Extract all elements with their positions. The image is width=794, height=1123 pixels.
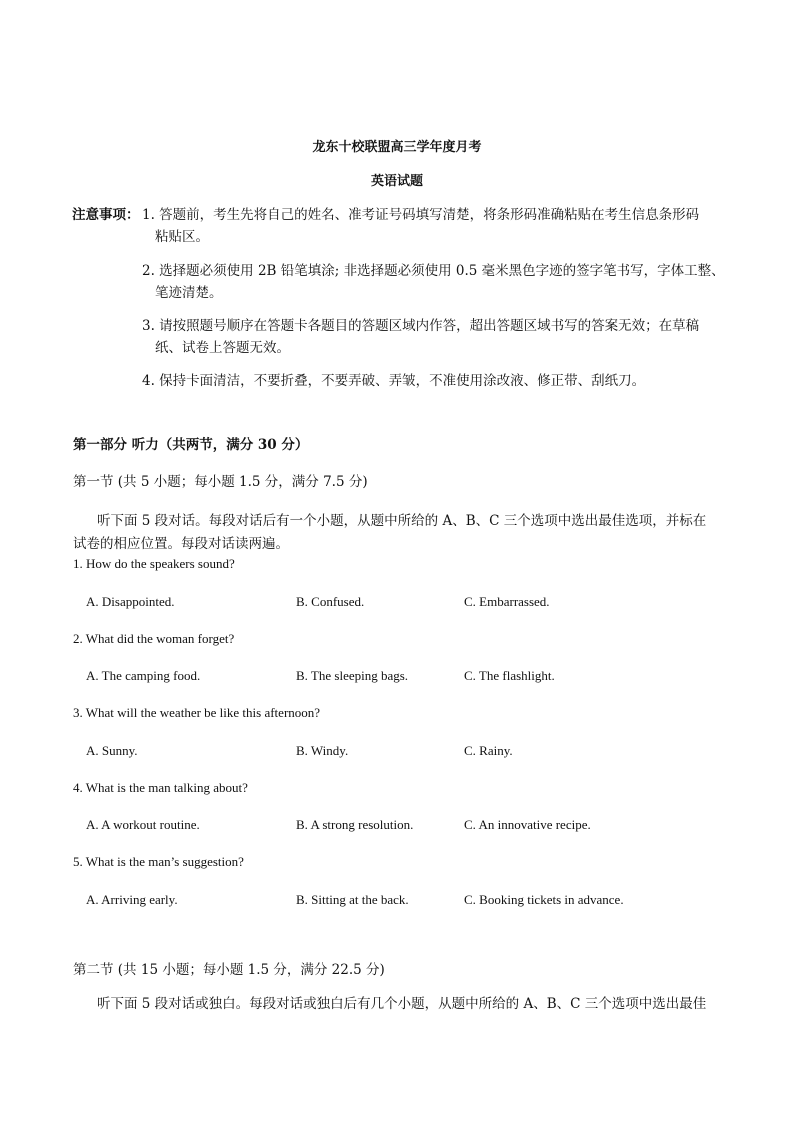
note-item-2-line1: 2. 选择题必须使用 2B 铅笔填涂; 非选择题必须使用 0.5 毫米黑色字迹的签字笔书写，字体工整、 bbox=[142, 263, 725, 279]
question-5-stem: 5. What is the man’s suggestion? bbox=[73, 854, 244, 869]
question-4-stem: 4. What is the man talking about? bbox=[73, 780, 248, 795]
section2-instruction-line1: 听下面 5 段对话或独白。每段对话或独白后有几个小题，从题中所给的 A、B、C 三个选项中选出最佳 bbox=[97, 996, 707, 1012]
part1-heading: 第一部分 听力（共两节，满分 30 分） bbox=[73, 437, 309, 453]
question-2-option-c: C. The flashlight. bbox=[464, 668, 555, 683]
note-item-1-line2: 粘贴区。 bbox=[155, 229, 209, 245]
question-4-option-c: C. An innovative recipe. bbox=[464, 817, 591, 832]
notes-label: 注意事项： bbox=[72, 207, 140, 223]
question-1-option-b: B. Confused. bbox=[296, 594, 365, 609]
section1-instruction-line2: 试卷的相应位置。每段对话读两遍。 bbox=[73, 536, 289, 552]
question-1-option-c: C. Embarrassed. bbox=[464, 594, 550, 609]
question-5-option-a: A. Arriving early. bbox=[86, 892, 178, 907]
question-5-option-b: B. Sitting at the back. bbox=[296, 892, 409, 907]
section1-instruction-line1: 听下面 5 段对话。每段对话后有一个小题，从题中所给的 A、B、C 三个选项中选出最佳选项，并标在 bbox=[97, 513, 707, 529]
exam-title: 龙东十校联盟高三学年度月考 bbox=[312, 140, 482, 155]
question-2-option-b: B. The sleeping bags. bbox=[296, 668, 409, 683]
note-item-3-line2: 纸、试卷上答题无效。 bbox=[155, 340, 290, 356]
question-1-option-a: A. Disappointed. bbox=[86, 594, 175, 609]
question-3-option-c: C. Rainy. bbox=[464, 743, 513, 758]
note-item-1-line1: 1. 答题前，考生先将自己的姓名、准考证号码填写清楚，将条形码准确粘贴在考生信息条形码 bbox=[142, 207, 700, 223]
question-1-stem: 1. How do the speakers sound? bbox=[73, 556, 235, 571]
section1-heading: 第一节 (共 5 小题；每小题 1.5 分，满分 7.5 分) bbox=[73, 474, 368, 490]
question-4-option-b: B. A strong resolution. bbox=[296, 817, 414, 832]
question-3-option-a: A. Sunny. bbox=[86, 743, 138, 758]
question-5-option-c: C. Booking tickets in advance. bbox=[464, 892, 624, 907]
question-3-option-b: B. Windy. bbox=[296, 743, 349, 758]
question-2-stem: 2. What did the woman forget? bbox=[73, 631, 235, 646]
question-3-stem: 3. What will the weather be like this afternoon? bbox=[73, 705, 321, 720]
exam-subtitle: 英语试题 bbox=[370, 174, 423, 189]
note-item-3-line1: 3. 请按照题号顺序在答题卡各题目的答题区域内作答，超出答题区域书写的答案无效；在草稿 bbox=[142, 318, 700, 334]
note-item-4-line1: 4. 保持卡面清洁，不要折叠，不要弄破、弄皱，不准使用涂改液、修正带、刮纸刀。 bbox=[142, 373, 646, 389]
note-item-2-line2: 笔迹清楚。 bbox=[155, 285, 223, 301]
section2-heading: 第二节 (共 15 小题；每小题 1.5 分，满分 22.5 分) bbox=[73, 962, 385, 978]
question-4-option-a: A. A workout routine. bbox=[86, 817, 200, 832]
question-2-option-a: A. The camping food. bbox=[86, 668, 201, 683]
